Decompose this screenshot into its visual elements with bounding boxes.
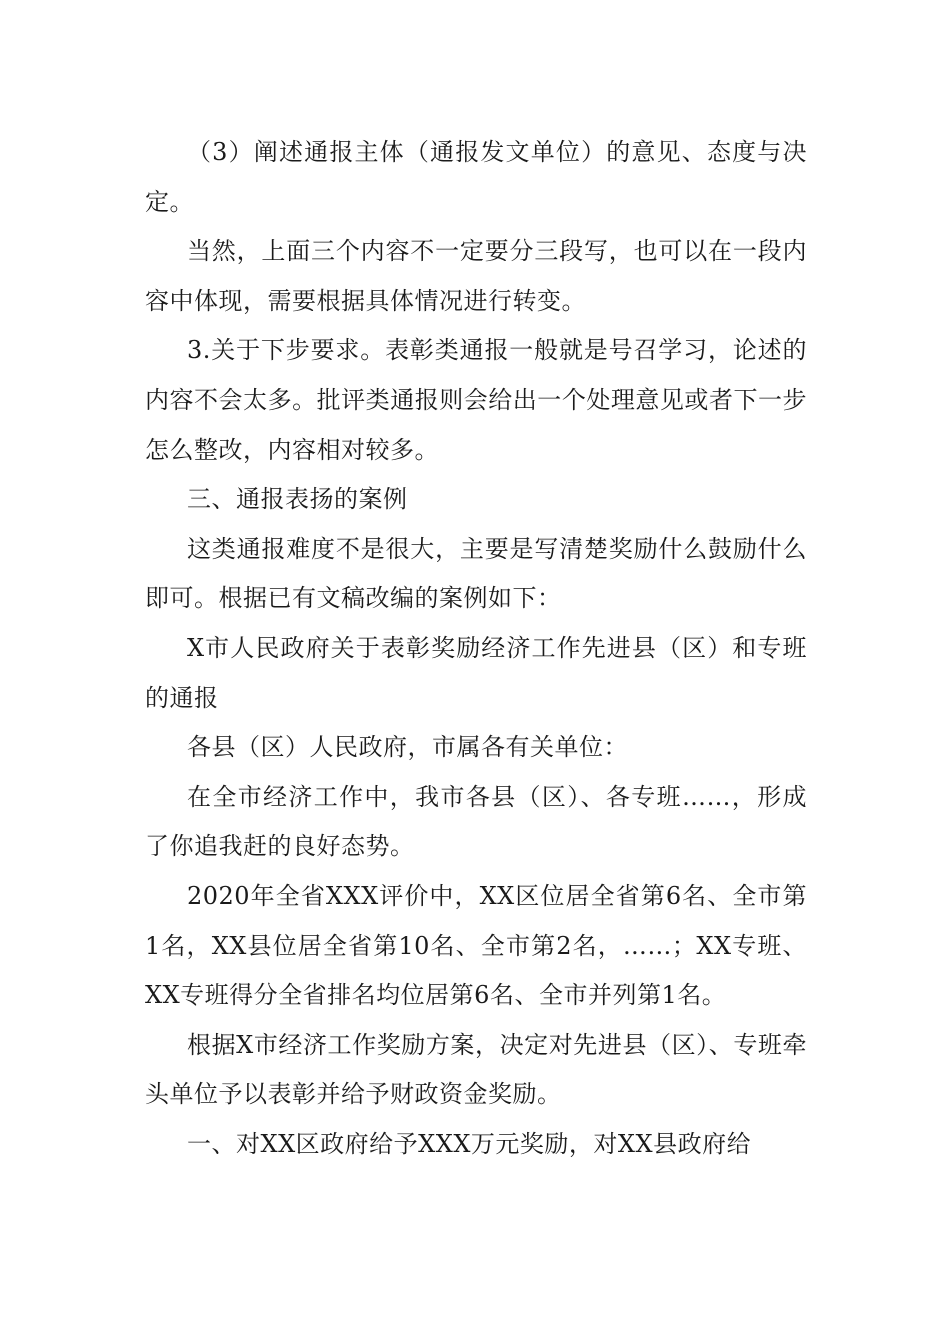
paragraph-explain-opinion: （3）阐述通报主体（通报发文单位）的意见、态度与决定。: [145, 138, 807, 216]
notice-paragraph-rankings: 2020年全省XXX评价中，XX区位居全省第6名、全市第1名，XX县位居全省第10名、全市第2名，……；XX专班、XX专班得分全省排名均位居第6名、全市并列第1名。: [145, 881, 807, 1010]
paragraph-next-requirements: 3.关于下步要求。表彰类通报一般就是号召学习，论述的内容不会太多。批评类通报则会给出一个处理意见或者下一步怎么整改，内容相对较多。: [145, 336, 807, 464]
paragraph-note-flexible: 当然，上面三个内容不一定要分三段写，也可以在一段内容中体现，需要根据具体情况进行转变。: [145, 237, 807, 315]
notice-paragraph-decision: 根据X市经济工作奖励方案，决定对先进县（区）、专班牵头单位予以表彰并给予财政资金奖励。: [145, 1030, 807, 1109]
notice-item-one: 一、对XX区政府给予XXX万元奖励，对XX县政府给: [187, 1129, 752, 1158]
notice-title: X市人民政府关于表彰奖励经济工作先进县（区）和专班的通报: [145, 633, 807, 712]
document-body: [145, 128, 807, 1169]
paragraph-example-intro: 这类通报难度不是很大，主要是写清楚奖励什么鼓励什么即可。根据已有文稿改编的案例如下：: [145, 534, 807, 613]
section-heading-example: 三、通报表扬的案例: [187, 485, 408, 514]
notice-paragraph-situation: 在全市经济工作中，我市各县（区）、各专班……，形成了你追我赶的良好态势。: [145, 782, 807, 861]
notice-salutation: 各县（区）人民政府，市属各有关单位：: [187, 733, 628, 762]
